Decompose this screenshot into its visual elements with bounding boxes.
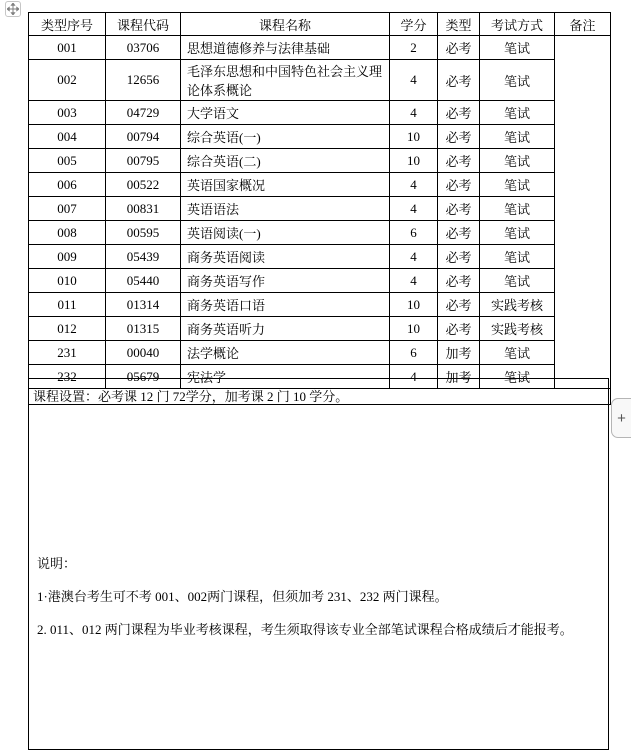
cell-name: 商务英语写作	[181, 269, 390, 293]
cell-name: 宪法学	[181, 365, 390, 389]
table-row	[29, 269, 611, 293]
table-row	[29, 245, 611, 269]
plus-icon: +	[617, 409, 626, 427]
cell-method: 实践考核	[480, 317, 555, 341]
cell-method: 笔试	[480, 173, 555, 197]
cell-seq: 005	[29, 149, 106, 173]
cell-code: 05439	[106, 245, 181, 269]
cell-type: 必考	[438, 221, 480, 245]
move-icon	[7, 3, 19, 15]
table-row	[29, 293, 611, 317]
table-row	[29, 101, 611, 125]
cell-type: 必考	[438, 36, 480, 60]
cell-method: 笔试	[480, 221, 555, 245]
cell-type: 必考	[438, 60, 480, 101]
cell-code: 05440	[106, 269, 181, 293]
cell-name: 商务英语听力	[181, 317, 390, 341]
col-header-type: 类型	[438, 13, 480, 36]
cell-seq: 010	[29, 269, 106, 293]
cell-credits: 4	[390, 269, 438, 293]
cell-credits: 10	[390, 293, 438, 317]
cell-credits: 10	[390, 125, 438, 149]
cell-code: 03706	[106, 36, 181, 60]
cell-code: 04729	[106, 101, 181, 125]
notes-title: 说明：	[37, 556, 77, 571]
cell-type: 加考	[438, 365, 480, 389]
cell-name: 综合英语(一)	[181, 125, 390, 149]
cell-seq: 003	[29, 101, 106, 125]
cell-code: 05679	[106, 365, 181, 389]
cell-seq: 009	[29, 245, 106, 269]
cell-code: 00522	[106, 173, 181, 197]
cell-method: 笔试	[480, 197, 555, 221]
cell-credits: 4	[390, 245, 438, 269]
cell-type: 必考	[438, 197, 480, 221]
col-header-remark: 备注	[555, 13, 611, 36]
table-row	[29, 341, 611, 365]
cell-code: 00794	[106, 125, 181, 149]
col-header-code: 课程代码	[106, 13, 181, 36]
cell-type: 必考	[438, 125, 480, 149]
cell-code: 00040	[106, 341, 181, 365]
header-row	[29, 13, 611, 36]
cell-seq: 002	[29, 60, 106, 101]
table-row	[29, 221, 611, 245]
table-row	[29, 125, 611, 149]
cell-code: 01314	[106, 293, 181, 317]
note-item-2: 2. 011、012 两门课程为毕业考核课程，考生须取得该专业全部笔试课程合格成绩后才能报考。	[37, 622, 573, 637]
cell-seq: 004	[29, 125, 106, 149]
cell-code: 00831	[106, 197, 181, 221]
cell-seq: 008	[29, 221, 106, 245]
note-item-1: 1·港澳台考生可不考 001、002两门课程，但须加考 231、232 两门课程。	[37, 589, 448, 604]
table-row	[29, 173, 611, 197]
cell-seq: 007	[29, 197, 106, 221]
cell-seq: 232	[29, 365, 106, 389]
cell-credits: 2	[390, 36, 438, 60]
cell-name: 法学概论	[181, 341, 390, 365]
cell-method: 笔试	[480, 125, 555, 149]
cell-method: 笔试	[480, 341, 555, 365]
cell-name: 商务英语阅读	[181, 245, 390, 269]
cell-name: 英语语法	[181, 197, 390, 221]
cell-method: 实践考核	[480, 293, 555, 317]
cell-name: 综合英语(二)	[181, 149, 390, 173]
cell-type: 必考	[438, 245, 480, 269]
col-header-credits: 学分	[390, 13, 438, 36]
cell-name: 毛泽东思想和中国特色社会主义理论体系概论	[181, 60, 390, 101]
cell-method: 笔试	[480, 60, 555, 101]
cell-credits: 10	[390, 317, 438, 341]
cell-type: 必考	[438, 317, 480, 341]
cell-name: 大学语文	[181, 101, 390, 125]
table-row	[29, 149, 611, 173]
cell-type: 加考	[438, 341, 480, 365]
cell-seq: 006	[29, 173, 106, 197]
cell-method: 笔试	[480, 101, 555, 125]
cell-credits: 4	[390, 173, 438, 197]
cell-name: 英语阅读(一)	[181, 221, 390, 245]
table-row	[29, 317, 611, 341]
cell-code: 00795	[106, 149, 181, 173]
cell-credits: 4	[390, 365, 438, 389]
cell-seq: 001	[29, 36, 106, 60]
cell-method: 笔试	[480, 36, 555, 60]
cell-code: 01315	[106, 317, 181, 341]
table-row	[29, 197, 611, 221]
cell-credits: 4	[390, 101, 438, 125]
cell-seq: 012	[29, 317, 106, 341]
cell-method: 笔试	[480, 365, 555, 389]
table-row	[29, 60, 611, 101]
cell-name: 英语国家概况	[181, 173, 390, 197]
cell-credits: 6	[390, 221, 438, 245]
cell-method: 笔试	[480, 269, 555, 293]
cell-code: 00595	[106, 221, 181, 245]
cell-seq: 011	[29, 293, 106, 317]
cell-credits: 4	[390, 197, 438, 221]
cell-method: 笔试	[480, 245, 555, 269]
course-setup-summary: 课程设置：必考课 12 门 72学分，加考课 2 门 10 学分。	[29, 389, 611, 405]
table-move-handle[interactable]	[5, 1, 21, 17]
cell-credits: 6	[390, 341, 438, 365]
cell-name: 思想道德修养与法律基础	[181, 36, 390, 60]
cell-type: 必考	[438, 293, 480, 317]
cell-name: 商务英语口语	[181, 293, 390, 317]
course-table-body	[29, 36, 611, 389]
col-header-name: 课程名称	[181, 13, 390, 36]
col-header-method: 考试方式	[480, 13, 555, 36]
course-table	[28, 12, 611, 405]
cell-method: 笔试	[480, 149, 555, 173]
cell-type: 必考	[438, 173, 480, 197]
cell-code: 12656	[106, 60, 181, 101]
side-expand-button[interactable]	[611, 398, 631, 438]
cell-type: 必考	[438, 269, 480, 293]
notes-box	[28, 378, 609, 750]
cell-credits: 4	[390, 60, 438, 101]
cell-credits: 10	[390, 149, 438, 173]
table-row	[29, 36, 611, 60]
cell-type: 必考	[438, 101, 480, 125]
cell-seq: 231	[29, 341, 106, 365]
cell-remark-merged	[555, 36, 611, 389]
col-header-seq: 类型序号	[29, 13, 106, 36]
cell-type: 必考	[438, 149, 480, 173]
